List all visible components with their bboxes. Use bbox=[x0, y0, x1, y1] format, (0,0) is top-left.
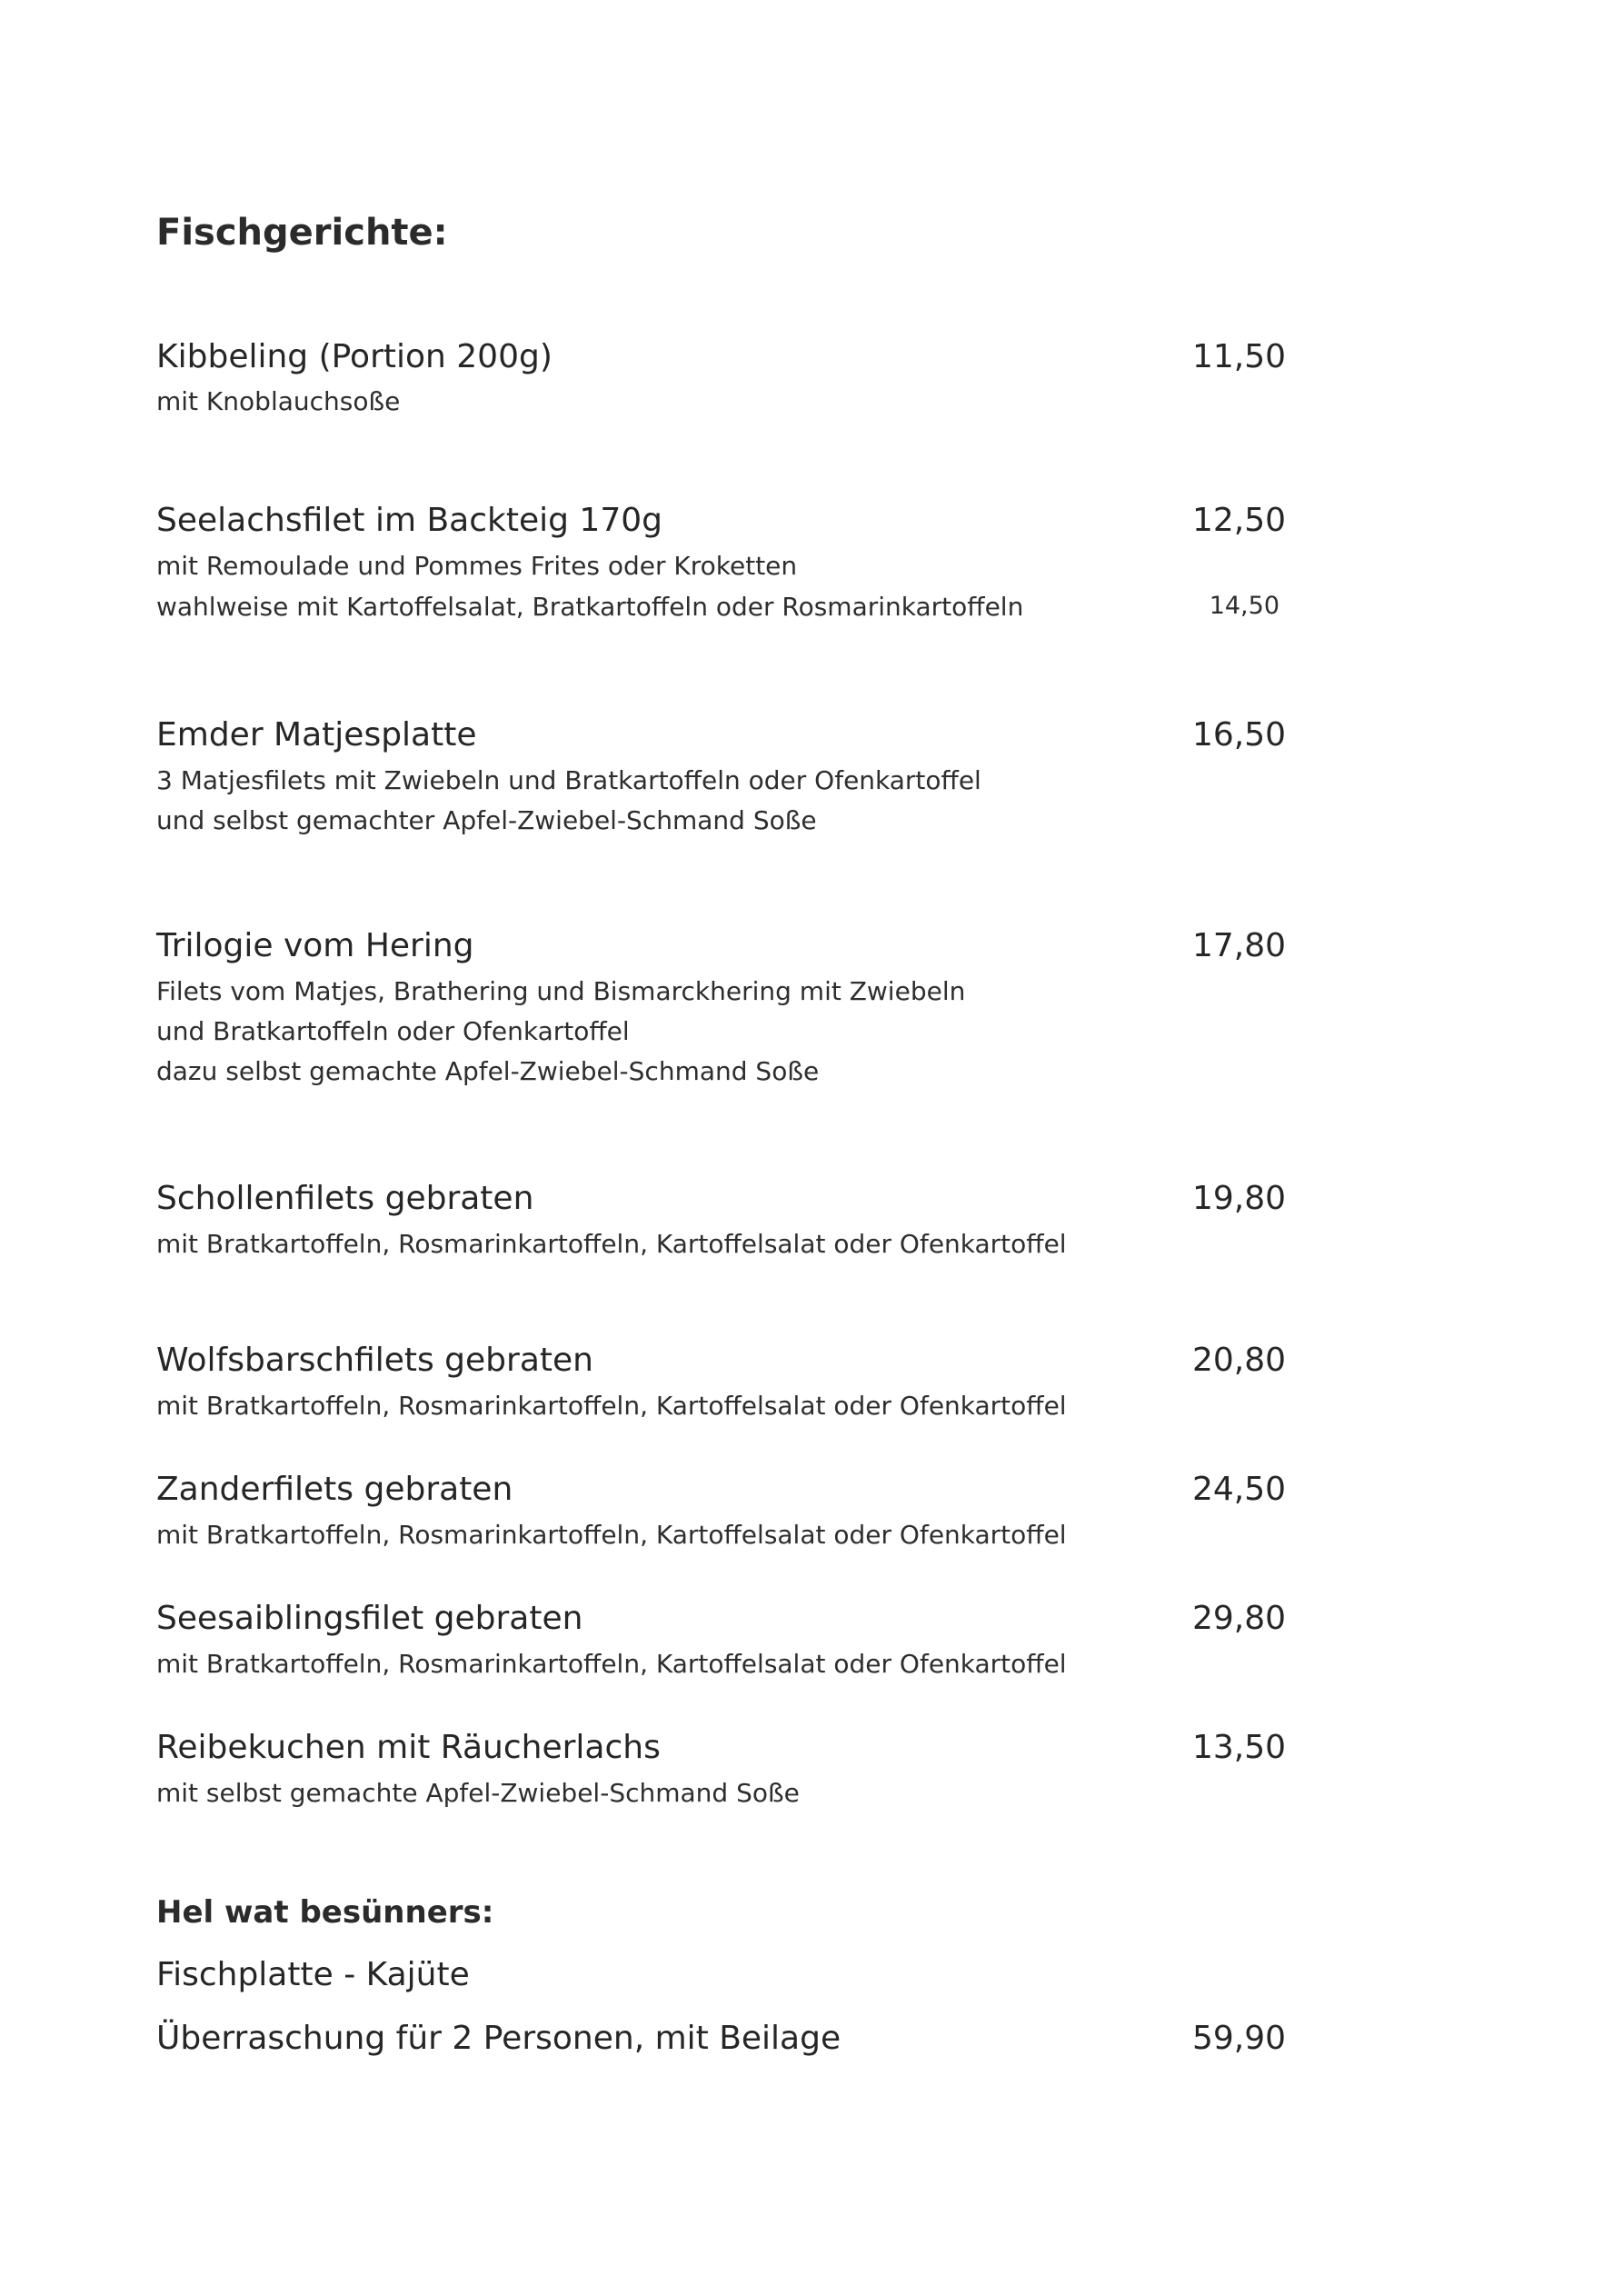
item-description: mit selbst gemachte Apfel-Zwiebel-Schmand Soße bbox=[156, 1778, 800, 1808]
item-price: 29,80 bbox=[1191, 1600, 1286, 1637]
item-title: Reibekuchen mit Räucherlachs bbox=[156, 1729, 661, 1766]
item-description: und Bratkartoffeln oder Ofenkartoffel bbox=[156, 1016, 630, 1046]
item-description: mit Bratkartoffeln, Rosmarinkartoffeln, Kartoffelsalat oder Ofenkartoffel bbox=[156, 1229, 1067, 1259]
item-title: Zanderfilets gebraten bbox=[156, 1471, 513, 1508]
item-description: dazu selbst gemachte Apfel-Zwiebel-Schmand Soße bbox=[156, 1056, 820, 1086]
item-description: Filets vom Matjes, Brathering und Bismarckhering mit Zwiebeln bbox=[156, 976, 966, 1006]
item-price: 13,50 bbox=[1191, 1729, 1286, 1766]
item-description: mit Bratkartoffeln, Rosmarinkartoffeln, Kartoffelsalat oder Ofenkartoffel bbox=[156, 1649, 1067, 1679]
item-price: 11,50 bbox=[1191, 338, 1286, 375]
item-description: mit Bratkartoffeln, Rosmarinkartoffeln, Kartoffelsalat oder Ofenkartoffel bbox=[156, 1391, 1067, 1421]
item-price: 20,80 bbox=[1191, 1342, 1286, 1379]
item-title: Wolfsbarschfilets gebraten bbox=[156, 1342, 593, 1379]
item-alt-price: 14,50 bbox=[1209, 592, 1279, 620]
item-description: mit Bratkartoffeln, Rosmarinkartoffeln, Kartoffelsalat oder Ofenkartoffel bbox=[156, 1520, 1067, 1550]
item-description: mit Knoblauchsoße bbox=[156, 386, 401, 416]
section-heading: Fischgerichte: bbox=[156, 212, 448, 254]
item-title: Emder Matjesplatte bbox=[156, 716, 477, 754]
item-title: Seelachsfilet im Backteig 170g bbox=[156, 502, 662, 539]
item-title: Seesaiblingsfilet gebraten bbox=[156, 1600, 583, 1637]
special-price: 59,90 bbox=[1191, 2020, 1286, 2057]
special-subtitle: Überraschung für 2 Personen, mit Beilage bbox=[156, 2020, 841, 2057]
item-title: Kibbeling (Portion 200g) bbox=[156, 338, 553, 375]
item-description: wahlweise mit Kartoffelsalat, Bratkartoffeln oder Rosmarinkartoffeln bbox=[156, 592, 1024, 622]
item-price: 12,50 bbox=[1191, 502, 1286, 539]
item-title: Trilogie vom Hering bbox=[156, 927, 474, 964]
item-price: 16,50 bbox=[1191, 716, 1286, 754]
item-description: und selbst gemachter Apfel-Zwiebel-Schmand Soße bbox=[156, 805, 817, 835]
item-price: 19,80 bbox=[1191, 1180, 1286, 1217]
special-heading: Hel wat besünners: bbox=[156, 1894, 494, 1931]
item-title: Schollenfilets gebraten bbox=[156, 1180, 534, 1217]
item-description: mit Remoulade und Pommes Frites oder Kroketten bbox=[156, 551, 798, 581]
item-description: 3 Matjesfilets mit Zwiebeln und Bratkartoffeln oder Ofenkartoffel bbox=[156, 765, 981, 795]
special-title: Fischplatte - Kajüte bbox=[156, 1956, 470, 1993]
item-price: 17,80 bbox=[1191, 927, 1286, 964]
item-price: 24,50 bbox=[1191, 1471, 1286, 1508]
